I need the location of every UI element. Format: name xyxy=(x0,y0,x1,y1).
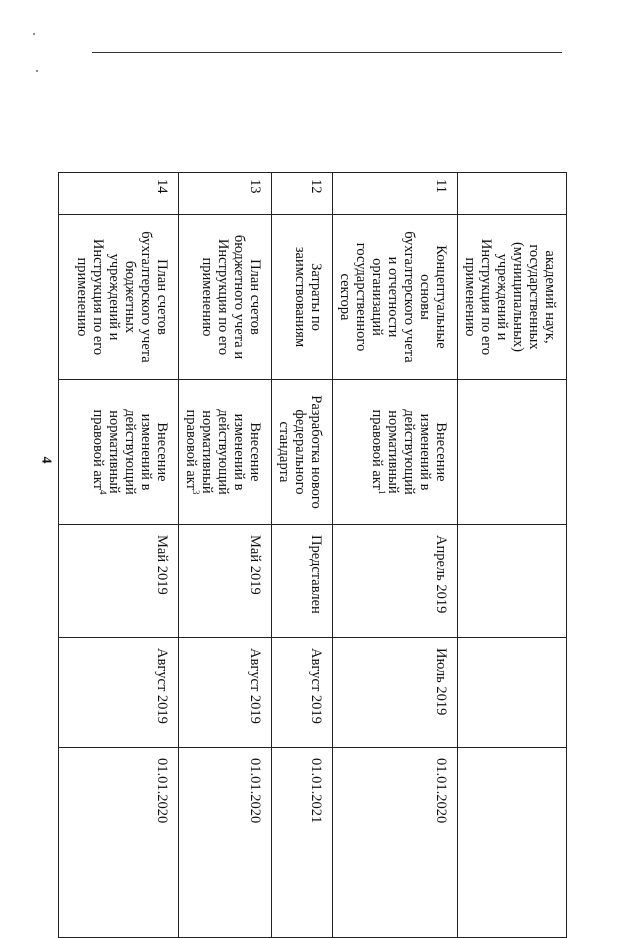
document-name: План счетов бухгалтерского учета бюджетных учреждений и Инструкция по его применению xyxy=(59,215,179,380)
presented-date: Представлен xyxy=(272,525,333,638)
document-name: План счетов бюджетного учета и Инструкция по его применению xyxy=(179,215,272,380)
approval-date: Август 2019 xyxy=(272,638,333,748)
planned-action xyxy=(179,380,272,525)
planned-action xyxy=(458,380,567,525)
action-text: Внесение изменений в действующий нормативный правовой акт xyxy=(369,409,449,495)
page-number: 4 xyxy=(38,456,54,464)
approval-date xyxy=(458,638,567,748)
scan-speck xyxy=(36,70,38,72)
rotated-table-container xyxy=(74,172,567,937)
effective-date: 01.01.2020 xyxy=(333,748,458,938)
approval-date: Август 2019 xyxy=(59,638,179,748)
approval-date: Август 2019 xyxy=(179,638,272,748)
planned-action xyxy=(59,380,179,525)
table-row xyxy=(458,173,567,938)
footnote-ref: 1 xyxy=(376,489,387,495)
effective-date: 01.01.2020 xyxy=(59,748,179,938)
header-rule xyxy=(92,52,562,53)
effective-date: 01.01.2020 xyxy=(179,748,272,938)
row-number: 13 xyxy=(179,173,272,215)
scan-speck xyxy=(33,33,35,35)
row-number xyxy=(458,173,567,215)
presented-date: Май 2019 xyxy=(179,525,272,638)
effective-date: 01.01.2021 xyxy=(272,748,333,938)
effective-date xyxy=(458,748,567,938)
document-name: Концептуальные основы бухгалтерского учета и отчетности организаций государственного сектора xyxy=(333,215,458,380)
table-row xyxy=(179,173,272,938)
row-number: 14 xyxy=(59,173,179,215)
footnote-ref: 3 xyxy=(190,489,201,495)
action-text: Внесение изменений в действующий нормативный правовой акт xyxy=(90,409,170,495)
standards-table xyxy=(58,172,567,938)
planned-action xyxy=(272,380,333,525)
action-text: Внесение изменений в действующий нормативный правовой акт xyxy=(183,409,263,495)
presented-date: Май 2019 xyxy=(59,525,179,638)
footnote-ref: 4 xyxy=(97,489,108,495)
document-name: академий наук, государственных (муниципальных) учреждений и Инструкция по его применению xyxy=(458,215,567,380)
presented-date: Апрель 2019 xyxy=(333,525,458,638)
table-row xyxy=(59,173,179,938)
row-number: 11 xyxy=(333,173,458,215)
planned-action xyxy=(333,380,458,525)
approval-date: Июль 2019 xyxy=(333,638,458,748)
document-name: Затраты по заимствованиям xyxy=(272,215,333,380)
table-row xyxy=(272,173,333,938)
action-text: Разработка нового федерального стандарта xyxy=(276,395,324,509)
presented-date xyxy=(458,525,567,638)
table-row xyxy=(333,173,458,938)
row-number: 12 xyxy=(272,173,333,215)
